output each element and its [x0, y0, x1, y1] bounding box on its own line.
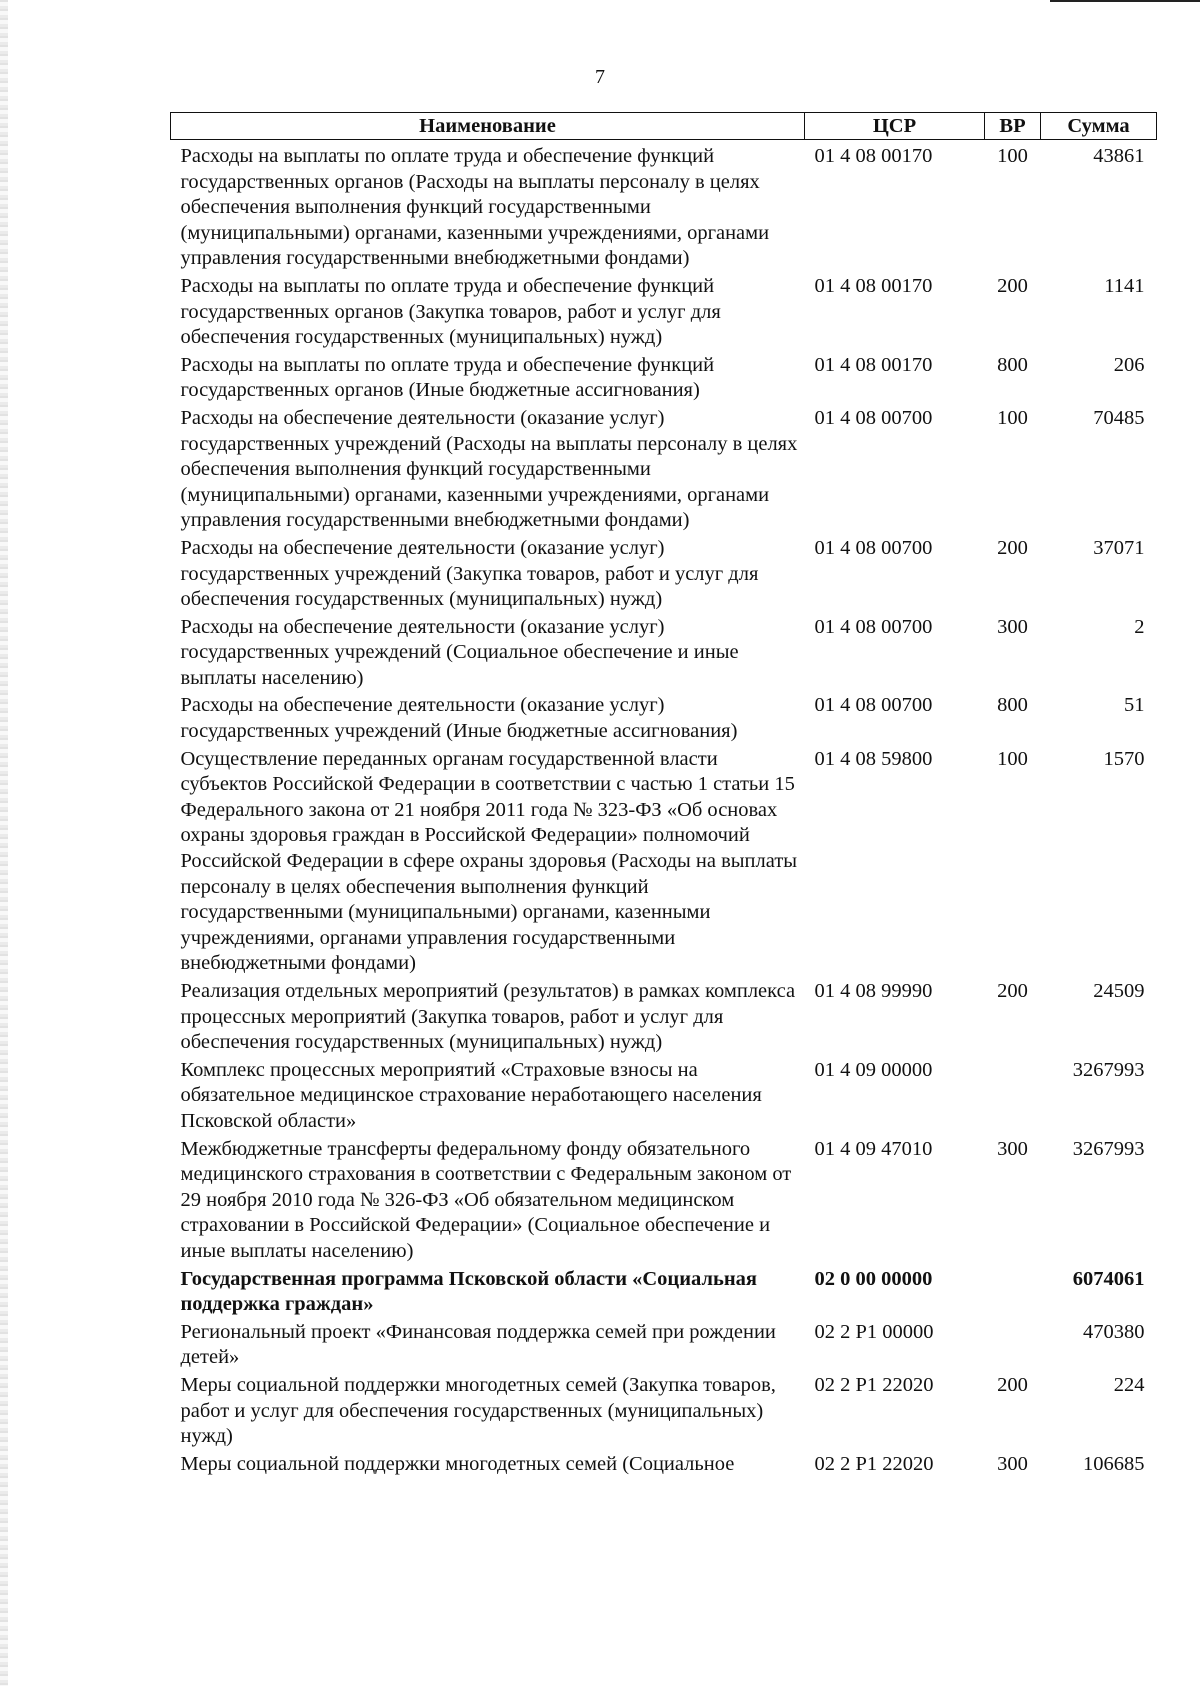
cell-sum: 3267993: [1072, 1058, 1145, 1081]
cell-vr: 100: [997, 406, 1028, 429]
header-vr: ВР: [985, 113, 1041, 140]
table-row: [171, 1056, 1157, 1135]
cell-name: Меры социальной поддержки многодетных семей (Закупка товаров, работ и услуг для обеспечения государственных (муниципальных) нужд): [180, 1373, 776, 1448]
cell-sum: 3267993: [1072, 1137, 1145, 1160]
header-name: Наименование: [171, 113, 805, 140]
table-row: [171, 140, 1157, 272]
table-header-row: [171, 113, 1157, 140]
cell-vr: 100: [997, 747, 1028, 770]
cell-csr: 01 4 08 00170: [814, 145, 933, 167]
cell-csr: 01 4 08 00700: [814, 694, 933, 717]
cell-vr: 800: [997, 694, 1028, 717]
cell-name: Расходы на обеспечение деятельности (оказание услуг) государственных учреждений (Социальное обеспечение и иные выплаты населению): [180, 615, 739, 689]
cell-vr: 200: [997, 536, 1028, 559]
cell-vr: [985, 1265, 1041, 1318]
table-row: [171, 404, 1157, 534]
cell-csr: 01 4 08 00700: [814, 536, 933, 559]
cell-vr: 200: [997, 274, 1028, 297]
table-row: [171, 1265, 1157, 1318]
cell-csr: 01 4 09 47010: [814, 1137, 933, 1160]
cell-name: Реализация отдельных мероприятий (результатов) в рамках комплекса процессных мероприятий (Закупка товаров, работ и услуг для обеспечения государственных (муниципальных) нужд): [180, 980, 796, 1054]
cell-sum: 43861: [1093, 145, 1145, 167]
cell-name: Региональный проект «Финансовая поддержка семей при рождении детей»: [180, 1320, 776, 1369]
cell-csr: 02 2 P1 22020: [814, 1373, 934, 1396]
cell-csr: 02 2 P1 22020: [814, 1452, 934, 1475]
table-row: [171, 534, 1157, 613]
table-row: [171, 1371, 1157, 1450]
cell-vr: 300: [997, 1137, 1028, 1160]
cell-csr: 01 4 09 00000: [814, 1058, 933, 1081]
cell-csr: 01 4 08 00700: [814, 406, 933, 429]
cell-vr: 300: [997, 1452, 1028, 1475]
cell-name: Осуществление переданных органам государственной власти субъектов Российской Федерации в соответствии с частью 1 статьи 15 Федерального закона от 21 ноября 2011 года № 323-ФЗ «Об основах охраны здоровья граждан в Российской Федерации» полномочий Российской Федерации в сфере охраны здоровья (Расходы на выплаты персоналу в целях обеспечения выполнения функций государственными (муниципальными) органами, казенными учреждениями, органами управления государственными внебюджетными фондами): [180, 747, 798, 975]
cell-vr: 200: [997, 1373, 1028, 1396]
header-sum: Сумма: [1041, 113, 1157, 140]
table-row: [171, 1450, 1157, 1478]
header-csr: ЦСР: [805, 113, 985, 140]
cell-sum: 1570: [1103, 747, 1145, 770]
cell-sum: 24509: [1093, 980, 1145, 1002]
cell-csr: 01 4 08 00700: [814, 615, 933, 638]
cell-sum: 6074061: [1072, 1267, 1145, 1290]
cell-vr: 100: [997, 145, 1028, 167]
table-row: [171, 613, 1157, 692]
cell-name: Государственная программа Псковской области «Социальная поддержка граждан»: [180, 1267, 757, 1316]
cell-csr: 01 4 08 00170: [814, 353, 933, 376]
table-row: [171, 977, 1157, 1056]
cell-csr: 01 4 08 99990: [814, 980, 933, 1002]
cell-name: Расходы на обеспечение деятельности (оказание услуг) государственных учреждений (Закупка товаров, работ и услуг для обеспечения государственных (муниципальных) нужд): [180, 536, 759, 611]
cell-csr: 02 0 00 00000: [814, 1267, 933, 1290]
cell-name: Комплекс процессных мероприятий «Страховые взносы на обязательное медицинское страхование неработающего населения Псковской области»: [180, 1058, 762, 1132]
cell-sum: 224: [1113, 1373, 1145, 1396]
page-number: 7: [595, 66, 605, 88]
table-row: [171, 272, 1157, 351]
cell-vr: [985, 1318, 1041, 1371]
cell-sum: 37071: [1093, 536, 1145, 559]
table-row: [171, 351, 1157, 404]
cell-sum: 106685: [1083, 1452, 1145, 1475]
cell-csr: 01 4 08 59800: [814, 747, 933, 770]
cell-name: Расходы на выплаты по оплате труда и обеспечение функций государственных органов (Иные бюджетные ассигнования): [180, 353, 715, 402]
cell-name: Расходы на выплаты по оплате труда и обеспечение функций государственных органов (Расходы на выплаты персоналу в целях обеспечения выполнения функций государственными (муниципальными) органами, казенными учреждениями, органами управления государственными внебюджетными фондами): [180, 145, 770, 270]
scan-edge: [0, 0, 8, 1686]
cell-name: Меры социальной поддержки многодетных семей (Социальное: [180, 1452, 735, 1475]
cell-name: Межбюджетные трансферты федеральному фонду обязательного медицинского страхования в соответствии с Федеральным законом от 29 ноября 2010 года № 326-ФЗ «Об обязательном медицинском страховании в Российской Федерации» (Социальное обеспечение и иные выплаты населению): [180, 1137, 792, 1262]
cell-name: Расходы на выплаты по оплате труда и обеспечение функций государственных органов (Закупка товаров, работ и услуг для обеспечения государственных (муниципальных) нужд): [180, 274, 721, 349]
table-row: [171, 691, 1157, 744]
cell-vr: [985, 1056, 1041, 1135]
cell-csr: 01 4 08 00170: [814, 274, 933, 297]
cell-vr: 200: [997, 980, 1028, 1002]
cell-csr: 02 2 P1 00000: [814, 1320, 934, 1343]
cell-sum: 206: [1113, 353, 1145, 376]
cell-sum: 70485: [1093, 406, 1145, 429]
cell-vr: 800: [997, 353, 1028, 376]
cell-sum: 470380: [1083, 1320, 1145, 1343]
table-row: [171, 1318, 1157, 1371]
budget-table: [170, 112, 1157, 1477]
cell-sum: 1141: [1104, 274, 1145, 297]
cell-sum: 2: [1134, 615, 1145, 638]
top-right-line: [1050, 0, 1200, 2]
cell-vr: 300: [997, 615, 1028, 638]
table-row: [171, 745, 1157, 977]
cell-name: Расходы на обеспечение деятельности (оказание услуг) государственных учреждений (Иные бюджетные ассигнования): [180, 694, 738, 743]
cell-name: Расходы на обеспечение деятельности (оказание услуг) государственных учреждений (Расходы на выплаты персоналу в целях обеспечения выполнения функций государственными (муниципальными) органами, казенными учреждениями, органами управления государственными внебюджетными фондами): [180, 406, 798, 532]
table-row: [171, 1135, 1157, 1265]
cell-sum: 51: [1124, 694, 1145, 717]
